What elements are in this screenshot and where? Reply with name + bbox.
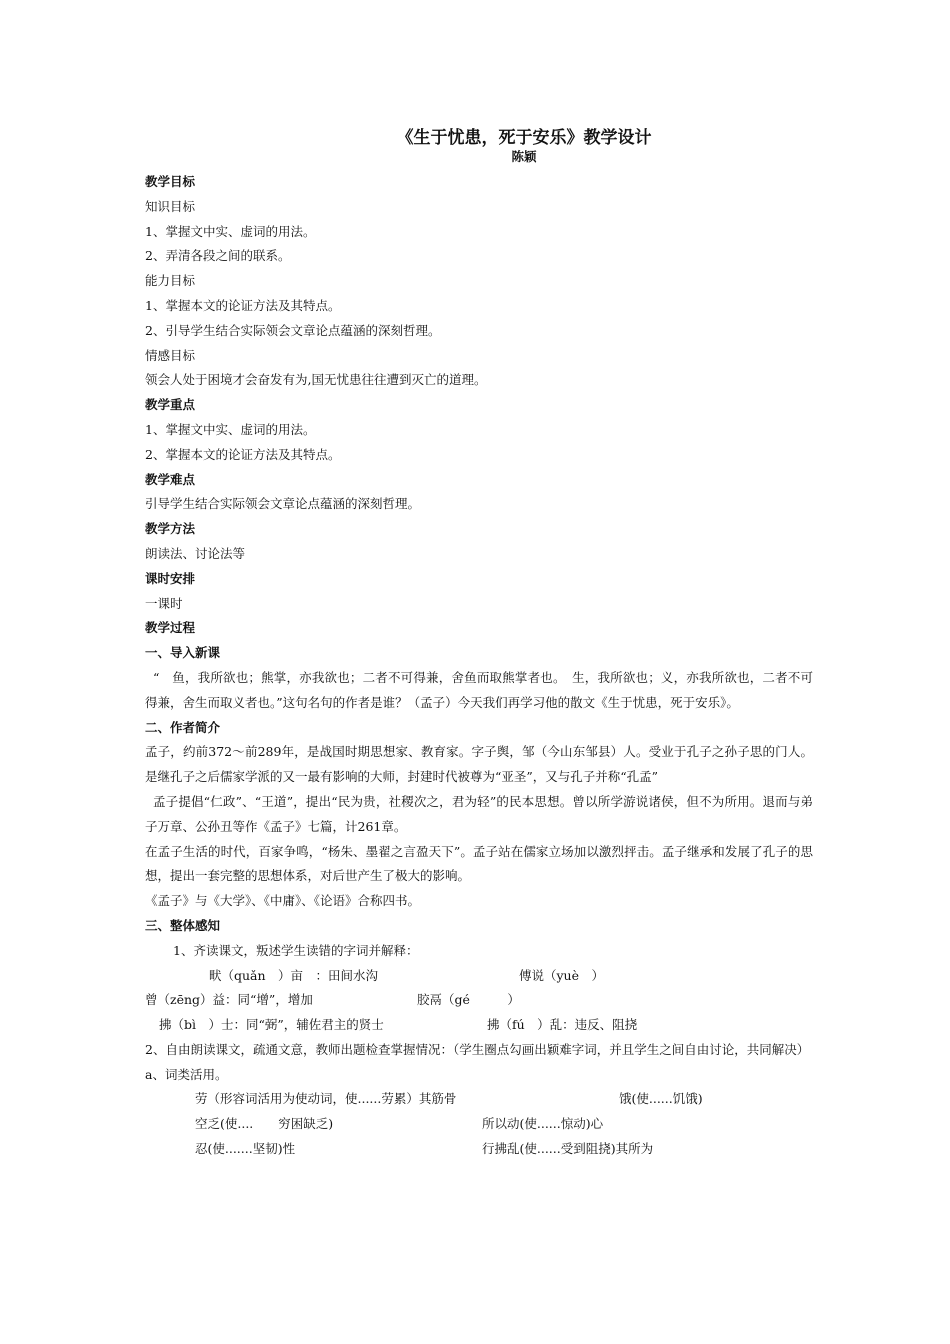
- author-bio-paragraph: 在孟子生活的时代，百家争鸣，“杨朱、墨翟之言盈天下”。孟子站在儒家立场加以激烈抨击。孟子继承和发展了孔子的思想，提出一套完整的思想体系，对后世产生了极大的影响。: [145, 843, 813, 884]
- author-bio-heading: 二、作者简介: [145, 719, 221, 735]
- document-title: 《生于忧患，死于安乐》教学设计: [396, 128, 652, 148]
- author-bio-paragraph: 孟子，约前372～前289年，是战国时期思想家、教育家。字子舆，邹（今山东邹县）人。受业于孔子之孙子思的门人。是继孔子之后儒家学派的又一最有影响的大师，封建时代被尊为“亚圣”，又与孔子并称“孔孟”: [145, 744, 813, 785]
- process-heading: 教学过程: [145, 620, 196, 636]
- document-author: 陈颖: [511, 149, 537, 164]
- author-bio-paragraph: 《孟子》与《大学》、《中庸》、《论语》合称四书。: [145, 893, 421, 909]
- usage-entry: 劳（形容词活用为使动词，使......劳累）其筋骨: [195, 1091, 457, 1107]
- usage-entry: 忍(使.......坚韧)性: [195, 1141, 296, 1157]
- vocab-row: [145, 988, 813, 1013]
- ability-heading: 能力目标: [145, 273, 196, 289]
- emotion-heading: 情感目标: [145, 347, 196, 363]
- usage-row: [145, 1137, 813, 1162]
- usage-entry: 所以动(使......惊动)心: [482, 1116, 604, 1132]
- vocab-entry: 胶鬲（gé ）: [417, 992, 520, 1008]
- method-item: 朗读法、讨论法等: [145, 545, 246, 561]
- usage-row: [145, 1087, 813, 1112]
- usage-entry: 空乏(使.... 穷困缺乏): [195, 1116, 334, 1132]
- vocab-entry: 曾（zēng）益：同“增”，增加: [145, 992, 313, 1008]
- difficulty-item: 引导学生结合实际领会文章论点蕴涵的深刻哲理。: [145, 496, 421, 512]
- vocab-entry: 傅说（yuè ）: [519, 967, 605, 983]
- reading-step: 1、齐读课文，叛述学生读错的字词并解释：: [173, 942, 419, 958]
- author-bio-paragraph: 孟子提倡“仁政”、“王道”，提出“民为贵，社稷次之，君为轻”的民本思想。曾以所学游说诸侯，但不为所用。退而与弟子万章、公孙丑等作《孟子》七篇，计261章。: [145, 793, 813, 834]
- vocab-row: [145, 1013, 813, 1038]
- ability-item: 1、掌握本文的论证方法及其特点。: [145, 297, 341, 313]
- document-body: [145, 128, 813, 1162]
- key-point-item: 1、掌握文中实、虚词的用法。: [145, 421, 316, 437]
- knowledge-item: 1、掌握文中实、虚词的用法。: [145, 223, 316, 239]
- usage-row: [145, 1112, 813, 1137]
- vocab-entry: 畎（quǎn ）亩 ：田间水沟: [209, 967, 379, 983]
- ability-item: 2、引导学生结合实际领会文章论点蕴涵的深刻哲理。: [145, 322, 441, 338]
- difficulty-heading: 教学难点: [145, 471, 196, 487]
- goals-heading: 教学目标: [145, 174, 196, 189]
- knowledge-heading: 知识目标: [145, 198, 196, 214]
- emotion-item: 领会人处于困境才会奋发有为,国无忧患往往遭到灭亡的道理。: [145, 372, 487, 388]
- intro-paragraph: “ 鱼，我所欲也；熊掌，亦我欲也；二者不可得兼，舍鱼而取熊掌者也。 生，我所欲也；义，亦我所欲也，二者不可得兼，舍生而取义者也。”这句名句的作者是谁？（孟子）今天我们再学习他的散文《生于忧患，死于安乐》。: [145, 669, 813, 710]
- reading-step: 2、自由朗读课文，疏通文意，教师出题检查掌握情况：（学生圈点勾画出颖难字词，并且学生之间自由讨论，共同解决）: [145, 1041, 810, 1057]
- intro-heading: 一、导入新课: [145, 645, 221, 661]
- schedule-heading: 课时安排: [145, 570, 196, 586]
- method-heading: 教学方法: [145, 521, 196, 537]
- knowledge-item: 2、弄清各段之间的联系。: [145, 248, 291, 264]
- usage-entry: 行拂乱(使......受到阻挠)其所为: [482, 1141, 654, 1157]
- key-points-heading: 教学重点: [145, 397, 196, 413]
- vocab-entry: 拂（fú ）乱：违反、阻挠: [487, 1017, 638, 1033]
- usage-entry: 饿(使......饥饿): [619, 1091, 703, 1107]
- vocab-entry: 拂（bì ）士：同“弼”，辅佐君主的贤士: [159, 1017, 384, 1033]
- schedule-item: 一课时: [145, 595, 183, 611]
- overall-heading: 三、整体感知: [145, 917, 221, 933]
- word-usage-heading: a、词类活用。: [145, 1066, 228, 1082]
- key-point-item: 2、掌握本文的论证方法及其特点。: [145, 446, 341, 462]
- vocab-row: [145, 964, 813, 989]
